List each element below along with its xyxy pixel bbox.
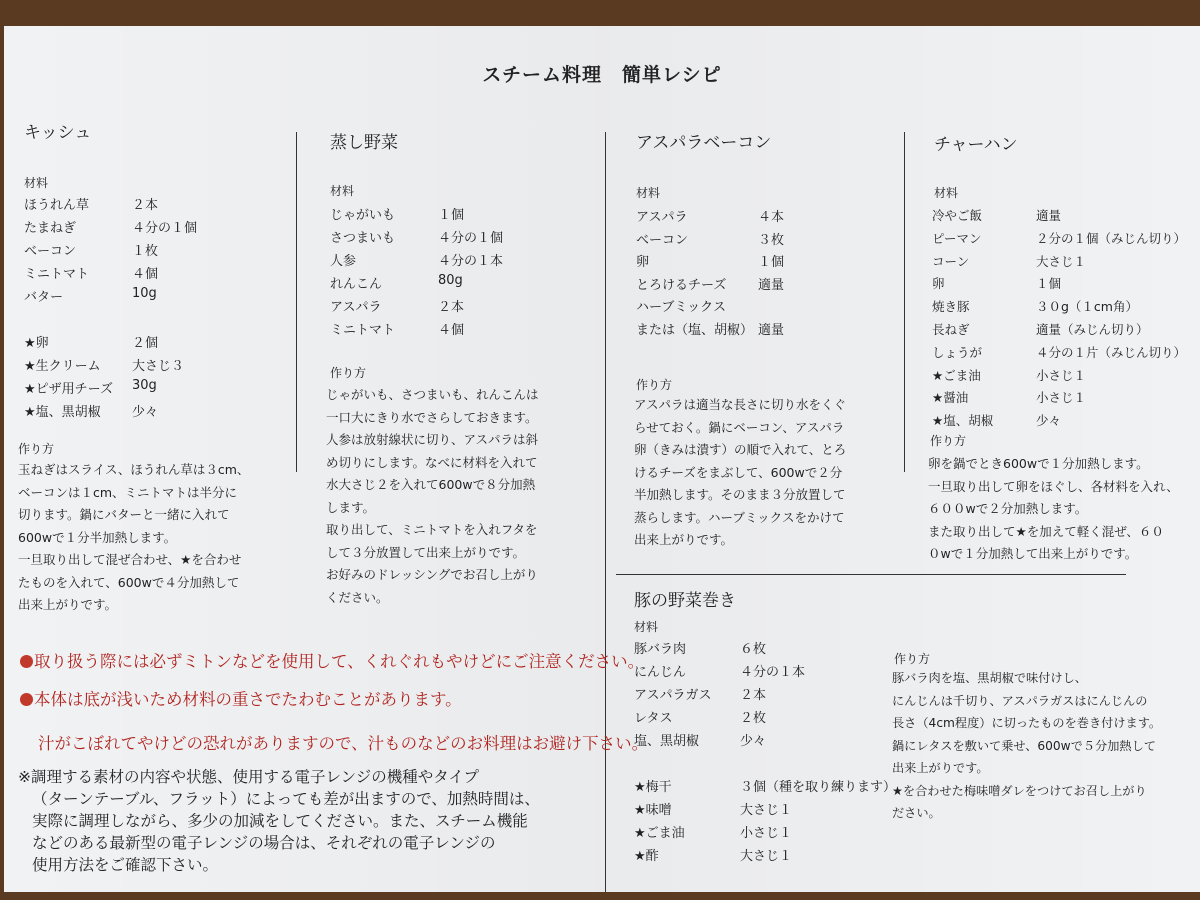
ingredient-name: 人参 xyxy=(330,254,357,269)
step-line: 水大さじ２を入れて600wで８分加熱 xyxy=(326,477,536,492)
ingredient-row xyxy=(330,250,504,269)
ingredient-row xyxy=(24,355,185,374)
ingredient-amount: 適量 xyxy=(758,322,785,338)
ingredient-name: 冷やご飯 xyxy=(932,208,983,223)
ingredient-amount: ３０g（１cm角） xyxy=(1036,299,1138,315)
page-title: スチーム料理 簡単レシピ xyxy=(482,64,722,86)
ingredient-name: アスパラガス xyxy=(634,688,712,703)
ingredient-row xyxy=(636,274,785,293)
ingredient-amount: 小さじ１ xyxy=(740,826,793,841)
step-line: 出来上がりです。 xyxy=(892,761,989,775)
step-line: ベーコンは１cm、ミニトマトは半分に xyxy=(18,484,238,500)
step-line: め切りにします。なべに材料を入れて xyxy=(326,454,538,470)
steps-label: 作り方 xyxy=(894,652,931,666)
ingredient-name: 豚バラ肉 xyxy=(634,642,687,657)
ingredient-row xyxy=(634,822,793,841)
steps-pork-rolls xyxy=(892,667,1161,825)
ingredient-amount: 適量（みじん切り） xyxy=(1036,322,1149,337)
step-line: 豚バラ肉を塩、黒胡椒で味付けし、 xyxy=(892,671,1087,685)
warning-tray: 本体は底が浅いため材料の重さでたわむことがあります。 xyxy=(20,686,462,710)
ingredient-row xyxy=(932,229,1187,247)
ingredient-row xyxy=(932,297,1138,315)
ingredient-row xyxy=(24,194,159,213)
ingredient-amount: ４分の１個 xyxy=(438,231,504,246)
ingredient-row xyxy=(634,776,897,795)
steps-fried-rice xyxy=(928,453,1179,566)
ingredient-name: ★卵 xyxy=(24,336,49,351)
step-line: 長さ（4cm程度）に切ったものを巻き付けます。 xyxy=(892,716,1162,730)
ingredient-row xyxy=(330,296,465,315)
ingredient-amount: ４分の１本 xyxy=(438,254,504,269)
ingredient-amount: 適量 xyxy=(758,277,785,293)
materials-label: 材料 xyxy=(24,176,49,190)
ingredient-name: ★酢 xyxy=(634,849,659,864)
materials-label: 材料 xyxy=(634,620,659,634)
cooking-note: ※調理する素材の内容や状態、使用する電子レンジの機種やタイプ （ターンテーブル、フラット）によっても差が出ますので、加熱時間は、 実際に調理しながら、多少の加減をしてください。また、スチーム機能 などのある最新型の電子レンジの場合は、それぞれの電子レンジの 使用方法をご確認下さい。 xyxy=(18,768,540,874)
steps-label: 作り方 xyxy=(330,366,367,380)
ingredient-amount: ４個 xyxy=(132,267,159,282)
ingredient-amount: 小さじ１ xyxy=(1036,390,1087,406)
ingredient-row xyxy=(634,845,793,864)
step-line: して３分放置して出来上がりです。 xyxy=(326,544,526,560)
ingredient-amount: ２本 xyxy=(740,688,767,703)
ingredient-row xyxy=(24,217,198,236)
step-line: ださい。 xyxy=(892,806,941,820)
ingredient-row xyxy=(634,684,767,703)
ingredient-amount: １枚 xyxy=(132,244,159,259)
ingredient-name: しょうが xyxy=(932,344,983,360)
ingredient-name: とろけるチーズ xyxy=(636,277,727,293)
ingredient-row xyxy=(932,411,1062,429)
ingredient-amount: ２本 xyxy=(132,198,159,213)
ingredient-name: 塩、黒胡椒 xyxy=(634,734,700,749)
ingredient-name: 長ねぎ xyxy=(932,322,970,337)
ingredient-name: ミニトマト xyxy=(330,323,396,338)
materials-label: 材料 xyxy=(330,184,355,198)
ingredient-name: または（塩、胡椒） xyxy=(636,322,754,338)
ingredient-amount: 大さじ１ xyxy=(1036,253,1087,269)
step-line: ６００wで２分加熱します。 xyxy=(928,501,1088,516)
step-line: 一旦取り出して卵をほぐし、各材料を入れ、 xyxy=(928,478,1179,494)
ingredient-name: ★梅干 xyxy=(634,780,672,795)
column-divider xyxy=(296,132,297,472)
ingredient-row xyxy=(330,273,463,292)
step-line: 卵（きみは潰す）の順で入れて、とろ xyxy=(634,442,847,457)
step-line: 卵を鍋でとき600wで１分加熱します。 xyxy=(928,456,1149,471)
ingredient-amount: 10g xyxy=(132,286,157,301)
ingredient-amount: ２本 xyxy=(438,300,465,315)
step-line: アスパラは適当な長さに切り水をくぐ xyxy=(634,397,847,412)
ingredient-amount: ２個 xyxy=(132,336,159,351)
ingredient-amount: ４個 xyxy=(438,323,465,338)
recipe-title-asparagus-bacon: アスパラベーコン xyxy=(636,133,772,153)
ingredient-row xyxy=(24,332,159,351)
ingredient-row xyxy=(932,366,1087,384)
recipe-title-pork-rolls: 豚の野菜巻き xyxy=(634,591,736,611)
ingredient-row xyxy=(932,274,1062,292)
ingredient-name: ほうれん草 xyxy=(24,198,90,213)
warning-liquid: 汁がこぼれてやけどの恐れがありますので、汁ものなどのお料理はお避け下さい。 xyxy=(38,734,649,753)
step-line: ください。 xyxy=(326,589,389,605)
ingredient-name: ミニトマト xyxy=(24,267,90,282)
ingredient-row xyxy=(24,286,157,305)
step-line: けるチーズをまぶして、600wで２分 xyxy=(634,464,843,480)
ingredient-name: ★塩、黒胡椒 xyxy=(24,405,101,420)
ingredient-name: さつまいも xyxy=(330,231,396,246)
ingredient-row xyxy=(932,206,1062,224)
steps-label: 作り方 xyxy=(636,378,673,392)
ingredient-name: ★ごま油 xyxy=(634,826,685,841)
step-line: 出来上がりです。 xyxy=(18,597,118,612)
step-line: ０wで１分加熱して出来上がりです。 xyxy=(928,546,1138,561)
step-line: たものを入れて、600wで４分加熱して xyxy=(18,574,240,590)
step-line: 一旦取り出して混ぜ合わせ、★を合わせ xyxy=(18,552,242,567)
ingredient-amount: ４分の１本 xyxy=(740,665,806,680)
ingredient-amount: １個 xyxy=(758,255,785,270)
column-divider xyxy=(904,132,905,472)
step-line: 取り出して、ミニトマトを入れフタを xyxy=(326,522,538,537)
ingredient-name: ベーコン xyxy=(636,232,689,248)
ingredient-name: 焼き豚 xyxy=(932,299,970,315)
ingredient-name: バター xyxy=(24,290,64,305)
ingredient-row xyxy=(932,388,1087,406)
step-line: 半加熱します。そのまま３分放置して xyxy=(634,487,846,502)
ingredient-amount: 少々 xyxy=(740,734,767,749)
ingredient-amount: ４分の１個 xyxy=(132,221,198,236)
ingredient-name: にんじん xyxy=(634,665,687,680)
ingredient-amount: ４本 xyxy=(758,210,785,225)
materials-label: 材料 xyxy=(636,186,661,200)
ingredient-row xyxy=(24,378,157,397)
ingredient-name: ★味噌 xyxy=(634,803,672,818)
recipe-title-quiche: キッシュ xyxy=(24,123,92,143)
steps-label: 作り方 xyxy=(18,442,55,456)
ingredient-name: れんこん xyxy=(330,277,383,292)
ingredient-amount: 少々 xyxy=(1036,413,1062,429)
step-line: にんじんは千切り、アスパラガスはにんじんの xyxy=(892,693,1148,708)
ingredient-name: 卵 xyxy=(636,255,650,270)
step-line: お好みのドレッシングでお召し上がり xyxy=(326,567,538,582)
ingredient-row xyxy=(634,799,793,818)
ingredient-row xyxy=(932,252,1087,270)
ingredient-row xyxy=(24,401,159,420)
step-line: 鍋にレタスを敷いて乗せ、600wで５分加熱して xyxy=(892,738,1156,753)
ingredient-amount: 小さじ１ xyxy=(1036,367,1087,383)
red-dot-icon xyxy=(20,693,33,706)
section-divider xyxy=(616,574,1126,575)
ingredient-name: ★ピザ用チーズ xyxy=(24,382,114,397)
ingredient-name: ★塩、胡椒 xyxy=(932,413,994,429)
ingredient-row xyxy=(330,319,465,338)
step-line: 600wで１分半加熱します。 xyxy=(18,529,177,545)
ingredient-name: ベーコン xyxy=(24,244,77,259)
steps-asparagus-bacon xyxy=(634,394,846,552)
ingredient-name: アスパラ xyxy=(330,300,382,315)
recipe-title-steamed-vegetables: 蒸し野菜 xyxy=(330,133,398,153)
ingredient-amount: 大さじ３ xyxy=(132,359,185,374)
column-divider xyxy=(605,132,606,892)
ingredient-row xyxy=(330,204,465,223)
ingredient-name: コーン xyxy=(932,253,970,269)
step-line: 人参は放射線状に切り、アスパラは斜 xyxy=(326,432,539,447)
ingredient-row xyxy=(932,320,1149,338)
step-line: らせておく。鍋にベーコン、アスパラ xyxy=(634,419,845,435)
ingredient-name: レタス xyxy=(634,711,673,726)
ingredient-amount: 適量 xyxy=(1036,208,1062,223)
ingredient-name: ピーマン xyxy=(932,230,982,246)
ingredient-amount: ４分の１片（みじん切り） xyxy=(1036,344,1187,360)
ingredient-name: じゃがいも xyxy=(330,208,396,223)
red-dot-icon xyxy=(20,655,33,668)
ingredient-row xyxy=(636,229,785,248)
ingredient-amount: １個 xyxy=(1036,276,1062,292)
ingredient-amount: ６枚 xyxy=(740,642,767,657)
ingredient-amount: ３枚 xyxy=(758,232,785,248)
recipe-sheet xyxy=(4,26,1200,892)
step-line: ★を合わせた梅味噌ダレをつけてお召し上がり xyxy=(892,783,1147,798)
steps-quiche xyxy=(18,459,249,617)
step-line: 切ります。鍋にバターと一緒に入れて xyxy=(18,507,230,522)
ingredient-name: たまねぎ xyxy=(24,221,77,236)
ingredient-amount: ２分の１個（みじん切り） xyxy=(1036,230,1187,246)
ingredient-name: ★生クリーム xyxy=(24,359,101,374)
step-line: 玉ねぎはスライス、ほうれん草は３cm、 xyxy=(18,462,250,477)
ingredient-name: ★ごま油 xyxy=(932,367,981,383)
ingredient-row xyxy=(636,296,726,315)
ingredient-row xyxy=(330,227,504,246)
ingredient-name: 卵 xyxy=(932,276,945,292)
ingredient-row xyxy=(634,707,767,726)
recipe-title-fried-rice: チャーハン xyxy=(934,135,1018,155)
step-line: 一口大にきり水でさらしておきます。 xyxy=(326,409,538,425)
warning-mitten: 取り扱う際には必ずミトンなどを使用して、くれぐれもやけどにご注意ください。 xyxy=(20,648,644,672)
ingredient-amount: ２枚 xyxy=(740,711,767,726)
ingredient-amount: ３個（種を取り練ります） xyxy=(740,780,897,795)
steps-steamed-vegetables xyxy=(326,384,539,609)
ingredient-amount: 大さじ１ xyxy=(740,849,793,864)
ingredient-amount: 80g xyxy=(438,273,463,288)
ingredient-amount: １個 xyxy=(438,208,465,223)
ingredient-amount: 30g xyxy=(132,378,157,393)
step-line: します。 xyxy=(326,499,376,515)
ingredient-row xyxy=(24,263,159,282)
ingredient-row xyxy=(636,206,785,225)
ingredient-amount: 大さじ１ xyxy=(740,803,793,818)
ingredient-name: ハーブミックス xyxy=(636,300,726,315)
ingredient-name: アスパラ xyxy=(636,210,688,225)
ingredient-name: ★醤油 xyxy=(932,390,969,406)
steps-label: 作り方 xyxy=(930,434,967,448)
ingredient-row xyxy=(24,240,159,259)
ingredient-row xyxy=(932,343,1187,361)
ingredient-amount: 少々 xyxy=(132,405,159,420)
step-line: 出来上がりです。 xyxy=(634,532,734,547)
ingredient-row xyxy=(636,251,785,270)
step-line: 蒸らします。ハーブミックスをかけて xyxy=(634,509,845,525)
step-line: じゃがいも、さつまいも、れんこんは xyxy=(326,387,539,402)
materials-label: 材料 xyxy=(934,186,959,200)
step-line: また取り出して★を加えて軽く混ぜ、６０ xyxy=(928,523,1164,539)
ingredient-row xyxy=(636,319,785,338)
